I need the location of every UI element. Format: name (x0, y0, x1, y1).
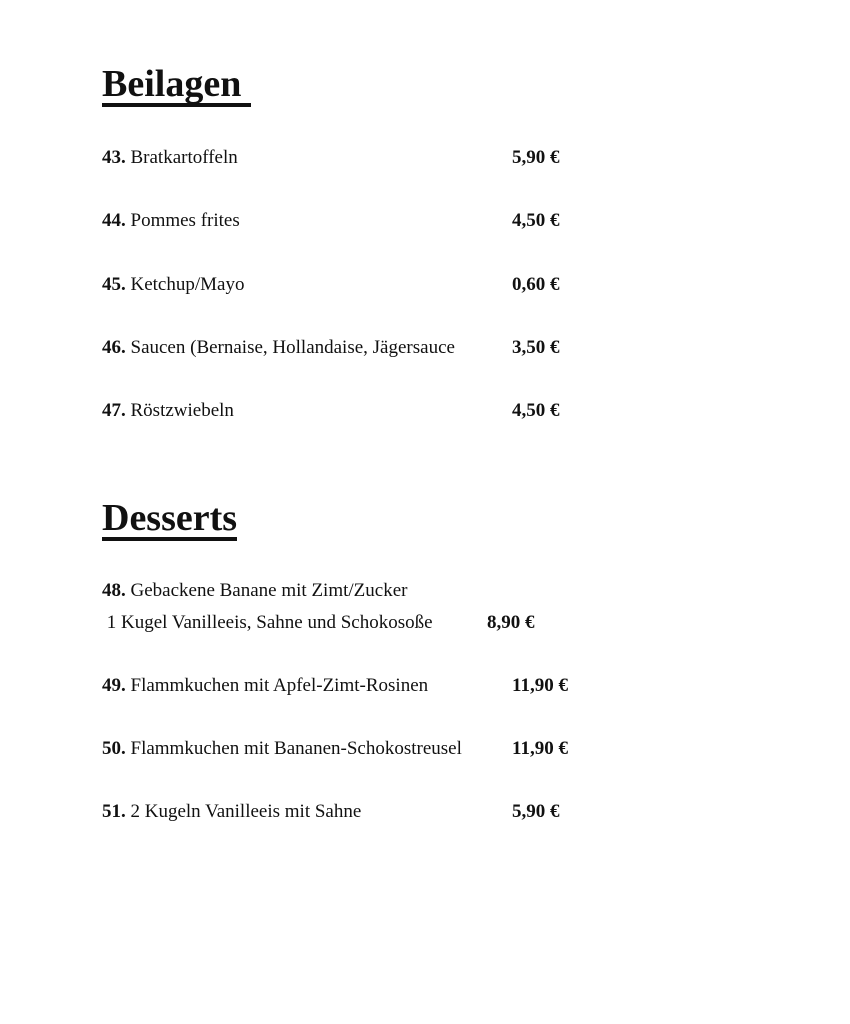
item-name: Flammkuchen mit Apfel-Zimt-Rosinen (130, 675, 429, 696)
menu-item (102, 337, 455, 359)
menu-item (102, 400, 234, 422)
item-number: 51. (102, 801, 126, 822)
item-description: 1 Kugel Vanilleeis, Sahne und Schokosoße (102, 612, 433, 633)
item-number: 50. (102, 738, 126, 759)
item-price: 3,50 € (512, 337, 560, 358)
item-number: 47. (102, 400, 126, 421)
item-name: Gebackene Banane mit Zimt/Zucker (130, 580, 408, 601)
item-number: 46. (102, 337, 126, 358)
item-number: 44. (102, 210, 126, 231)
item-price: 4,50 € (512, 210, 560, 231)
menu-item (102, 675, 428, 697)
item-name: Ketchup/Mayo (130, 274, 245, 295)
item-name: 2 Kugeln Vanilleeis mit Sahne (130, 801, 362, 822)
item-price: 5,90 € (512, 801, 560, 822)
menu-item (102, 580, 407, 602)
item-price: 4,50 € (512, 400, 560, 421)
menu-item (102, 801, 361, 823)
item-number: 48. (102, 580, 126, 601)
item-price: 0,60 € (512, 274, 560, 295)
item-number: 43. (102, 147, 126, 168)
item-number: 49. (102, 675, 126, 696)
item-name: Röstzwiebeln (130, 400, 234, 421)
item-name: Bratkartoffeln (130, 147, 238, 168)
item-price: 8,90 € (487, 612, 535, 633)
item-name: Saucen (Bernaise, Hollandaise, Jägersauce (130, 337, 455, 358)
menu-item (102, 210, 240, 232)
item-price: 11,90 € (512, 675, 568, 696)
item-price: 11,90 € (512, 738, 568, 759)
section-title-beilagen: Beilagen (102, 63, 251, 105)
item-name: Pommes frites (130, 210, 240, 231)
menu-item (102, 274, 244, 296)
item-price: 5,90 € (512, 147, 560, 168)
menu-item (102, 738, 462, 760)
section-title-desserts: Desserts (102, 497, 238, 539)
item-number: 45. (102, 274, 126, 295)
item-name: Flammkuchen mit Bananen-Schokostreusel (130, 738, 462, 759)
menu-item (102, 147, 238, 169)
